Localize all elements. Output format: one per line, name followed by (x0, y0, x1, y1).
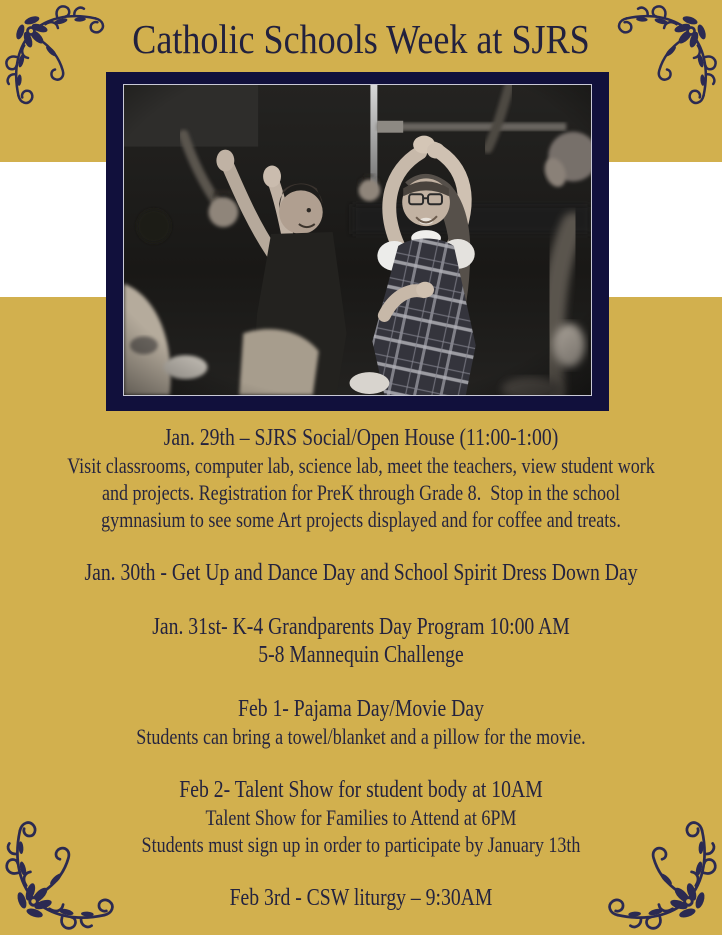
photo-children-dancing (123, 84, 592, 396)
event-jan-30 (0, 559, 722, 587)
event-detail: Talent Show for Families to Attend at 6PM (205, 805, 517, 830)
event-heading: Jan. 29th – SJRS Social/Open House (11:00-1:00) (163, 425, 559, 451)
event-heading: 5-8 Mannequin Challenge (258, 642, 464, 668)
event-detail: and projects. Registration for PreK through Grade 8. Stop in the school (101, 480, 621, 505)
event-feb-1 (0, 695, 722, 750)
event-detail: Visit classrooms, computer lab, science lab, meet the teachers, view student work (67, 453, 655, 478)
event-heading: Jan. 31st- K-4 Grandparents Day Program 10:00 AM (152, 614, 570, 640)
photo-frame (106, 72, 609, 411)
event-detail: Students must sign up in order to participate by January 13th (141, 832, 581, 857)
event-detail: Students can bring a towel/blanket and a pillow for the movie. (136, 724, 586, 749)
event-heading: Feb 3rd - CSW liturgy – 9:30AM (229, 885, 493, 911)
event-heading: Feb 1- Pajama Day/Movie Day (238, 696, 484, 722)
page-title: Catholic Schools Week at SJRS (132, 16, 590, 62)
event-jan-31 (0, 613, 722, 669)
event-jan-29 (0, 424, 722, 533)
event-heading: Feb 2- Talent Show for student body at 10AM (179, 777, 543, 803)
event-detail: gymnasium to see some Art projects displayed and for coffee and treats. (101, 507, 621, 532)
event-feb-3 (0, 884, 722, 912)
event-heading: Jan. 30th - Get Up and Dance Day and School Spirit Dress Down Day (84, 560, 638, 586)
event-feb-2 (0, 776, 722, 858)
event-schedule (0, 424, 722, 935)
